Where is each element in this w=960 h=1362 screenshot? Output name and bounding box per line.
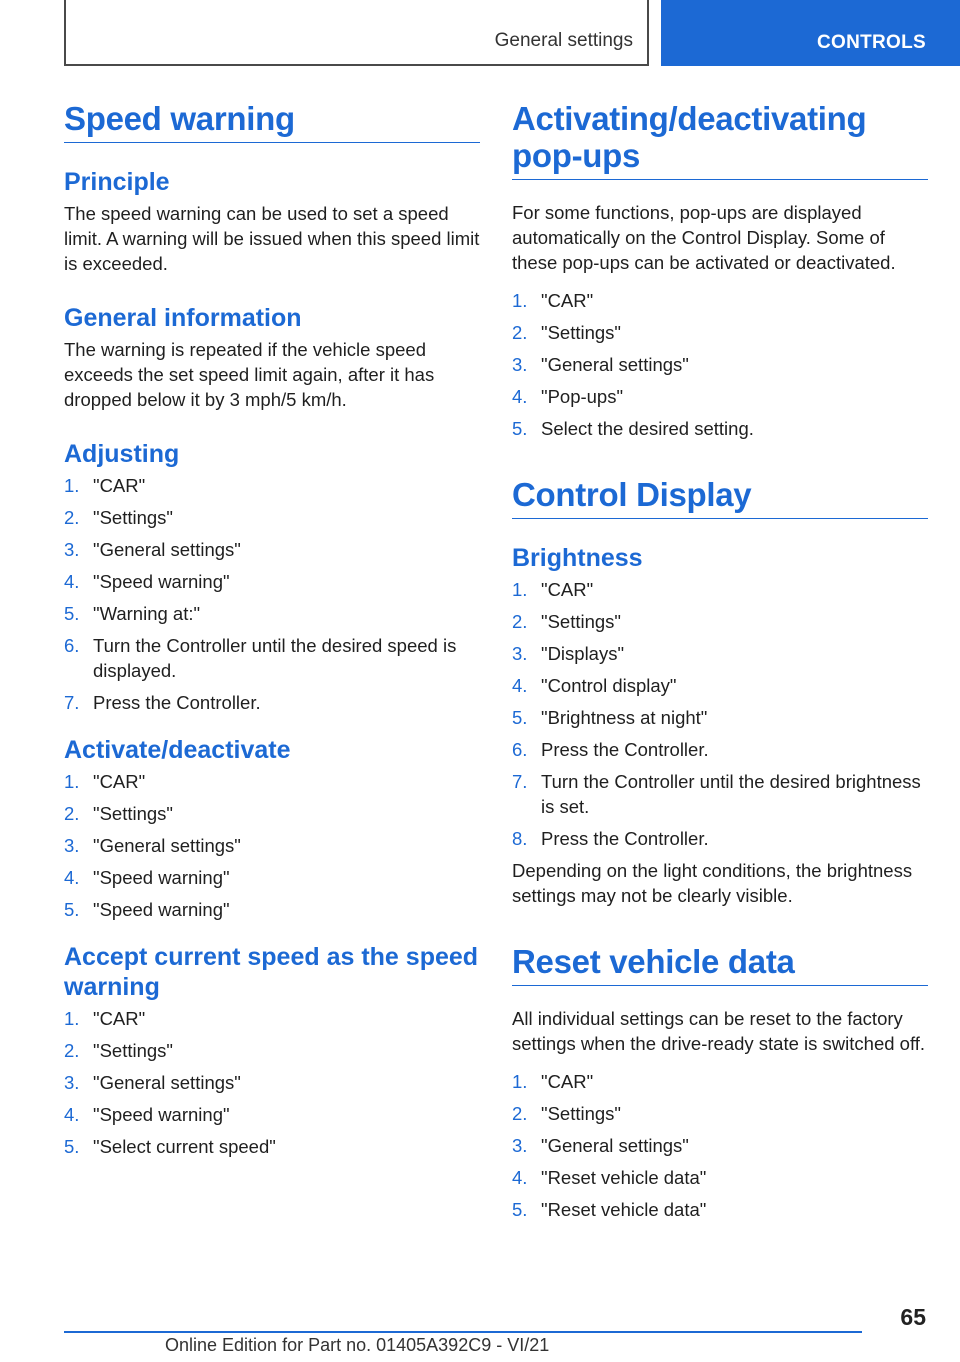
step-text: "General settings": [541, 354, 689, 375]
list-item: [512, 609, 928, 634]
step-text: "CAR": [541, 1071, 594, 1092]
step-text: "Settings": [93, 1040, 173, 1061]
list-item: [512, 1197, 928, 1222]
step-number: 1.: [64, 771, 80, 792]
step-text: "Speed warning": [93, 1104, 230, 1125]
step-number: 4.: [64, 867, 80, 888]
list-item: [512, 352, 928, 377]
list-item: [64, 1006, 480, 1031]
list-item: [64, 1038, 480, 1063]
step-number: 2.: [512, 611, 528, 632]
step-number: 2.: [64, 507, 80, 528]
adjusting-heading: Adjusting: [64, 440, 180, 468]
list-item: [64, 1102, 480, 1127]
step-number: 2.: [512, 322, 528, 343]
step-number: 6.: [512, 739, 528, 760]
list-item: [64, 505, 480, 530]
accept-steps: [64, 1006, 480, 1159]
step-text: "Settings": [93, 507, 173, 528]
general-info-text: The warning is repeated if the vehicle speed exceeds the set speed limit again, after it has dropped below it by 3 mph/5 km/h.: [64, 339, 435, 410]
step-text: "Control display": [541, 675, 677, 696]
step-text: "General settings": [93, 835, 241, 856]
list-item: [512, 826, 928, 851]
list-item: [512, 320, 928, 345]
step-number: 4.: [512, 1167, 528, 1188]
right-column: [512, 100, 928, 1229]
list-item: [512, 769, 928, 819]
list-item: [512, 641, 928, 666]
reset-text: All individual settings can be reset to the factory settings when the drive-ready state is switched off.: [512, 1008, 926, 1054]
accept-heading: Accept current speed as the speed warning: [64, 943, 479, 1001]
step-number: 1.: [64, 1008, 80, 1029]
list-item: [64, 769, 480, 794]
step-number: 7.: [512, 771, 528, 792]
brightness-heading: Brightness: [512, 544, 643, 572]
step-number: 3.: [512, 643, 528, 664]
popups-steps: [512, 288, 928, 441]
list-item: [64, 897, 480, 922]
step-text: "Settings": [541, 322, 621, 343]
step-text: "Speed warning": [93, 899, 230, 920]
step-text: "CAR": [541, 290, 594, 311]
principle-heading: Principle: [64, 168, 170, 196]
step-text: "Reset vehicle data": [541, 1199, 707, 1220]
list-item: [512, 384, 928, 409]
step-text: Turn the Controller until the desired brightness is set.: [541, 771, 921, 817]
principle-text: The speed warning can be used to set a speed limit. A warning will be issued when this speed limit is exceeded.: [64, 203, 480, 274]
footer-edition: Online Edition for Part no. 01405A392C9 - VI/21: [165, 1335, 550, 1355]
header-section-box: [64, 0, 649, 66]
step-number: 2.: [512, 1103, 528, 1124]
list-item: [512, 1101, 928, 1126]
step-number: 7.: [64, 692, 80, 713]
step-number: 8.: [512, 828, 528, 849]
footer-rule: [64, 1331, 862, 1333]
list-item: [64, 690, 480, 715]
step-number: 1.: [512, 579, 528, 600]
step-text: "Brightness at night": [541, 707, 708, 728]
step-number: 5.: [64, 1136, 80, 1157]
list-item: [512, 737, 928, 762]
activate-steps: [64, 769, 480, 922]
step-text: Press the Controller.: [93, 692, 261, 713]
step-text: "Pop-ups": [541, 386, 624, 407]
list-item: [64, 801, 480, 826]
list-item: [512, 705, 928, 730]
list-item: [512, 1069, 928, 1094]
popups-title: Activating/deactivating pop-ups: [512, 100, 928, 180]
brightness-note: Depending on the light conditions, the brightness settings may not be clearly visible.: [512, 860, 913, 906]
step-number: 4.: [64, 571, 80, 592]
step-number: 2.: [64, 803, 80, 824]
step-number: 3.: [512, 1135, 528, 1156]
step-number: 4.: [512, 675, 528, 696]
step-text: Press the Controller.: [541, 828, 709, 849]
list-item: [64, 633, 480, 683]
step-number: 5.: [64, 899, 80, 920]
list-item: [64, 1070, 480, 1095]
list-item: [64, 473, 480, 498]
step-number: 3.: [64, 835, 80, 856]
list-item: [64, 569, 480, 594]
list-item: [64, 537, 480, 562]
page-number: 65: [900, 1304, 926, 1330]
step-text: Select the desired setting.: [541, 418, 754, 439]
header-chapter-title: CONTROLS: [816, 32, 926, 53]
list-item: [64, 1134, 480, 1159]
step-number: 5.: [512, 1199, 528, 1220]
step-text: "Reset vehicle data": [541, 1167, 707, 1188]
header-chapter-tab: [661, 0, 960, 66]
step-text: "Settings": [541, 1103, 621, 1124]
step-text: "CAR": [93, 771, 146, 792]
step-number: 1.: [64, 475, 80, 496]
step-text: "Speed warning": [93, 867, 230, 888]
step-number: 3.: [512, 354, 528, 375]
step-number: 5.: [512, 418, 528, 439]
step-number: 6.: [64, 635, 80, 656]
activate-heading: Activate/deactivate: [64, 736, 291, 764]
list-item: [512, 577, 928, 602]
step-text: Turn the Controller until the desired speed is displayed.: [93, 635, 457, 681]
step-number: 1.: [512, 1071, 528, 1092]
step-text: "General settings": [541, 1135, 689, 1156]
header-section-title: General settings: [494, 30, 633, 51]
list-item: [512, 416, 928, 441]
brightness-steps: [512, 577, 928, 851]
step-text: "General settings": [93, 1072, 241, 1093]
step-text: "Displays": [541, 643, 625, 664]
step-number: 1.: [512, 290, 528, 311]
step-text: "Speed warning": [93, 571, 230, 592]
reset-title: Reset vehicle data: [512, 943, 928, 986]
step-text: "Warning at:": [93, 603, 201, 624]
step-text: "CAR": [93, 475, 146, 496]
list-item: [64, 601, 480, 626]
step-text: "General settings": [93, 539, 241, 560]
step-text: "CAR": [93, 1008, 146, 1029]
speed-warning-title: Speed warning: [64, 100, 480, 143]
step-number: 4.: [64, 1104, 80, 1125]
list-item: [64, 833, 480, 858]
list-item: [512, 1133, 928, 1158]
adjusting-steps: [64, 473, 480, 715]
left-column: [64, 100, 480, 1166]
step-number: 3.: [64, 1072, 80, 1093]
step-number: 5.: [64, 603, 80, 624]
step-text: "Settings": [541, 611, 621, 632]
list-item: [512, 673, 928, 698]
list-item: [512, 1165, 928, 1190]
step-number: 5.: [512, 707, 528, 728]
step-text: Press the Controller.: [541, 739, 709, 760]
step-number: 2.: [64, 1040, 80, 1061]
popups-text: For some functions, pop-ups are displayed automatically on the Control Display. Some of these pop-ups can be activated or deactivated.: [512, 202, 896, 273]
list-item: [512, 288, 928, 313]
reset-steps: [512, 1069, 928, 1222]
step-number: 3.: [64, 539, 80, 560]
step-text: "Select current speed": [93, 1136, 276, 1157]
step-text: "Settings": [93, 803, 173, 824]
step-text: "CAR": [541, 579, 594, 600]
general-info-heading: General information: [64, 304, 302, 332]
control-display-title: Control Display: [512, 476, 928, 519]
list-item: [64, 865, 480, 890]
step-number: 4.: [512, 386, 528, 407]
